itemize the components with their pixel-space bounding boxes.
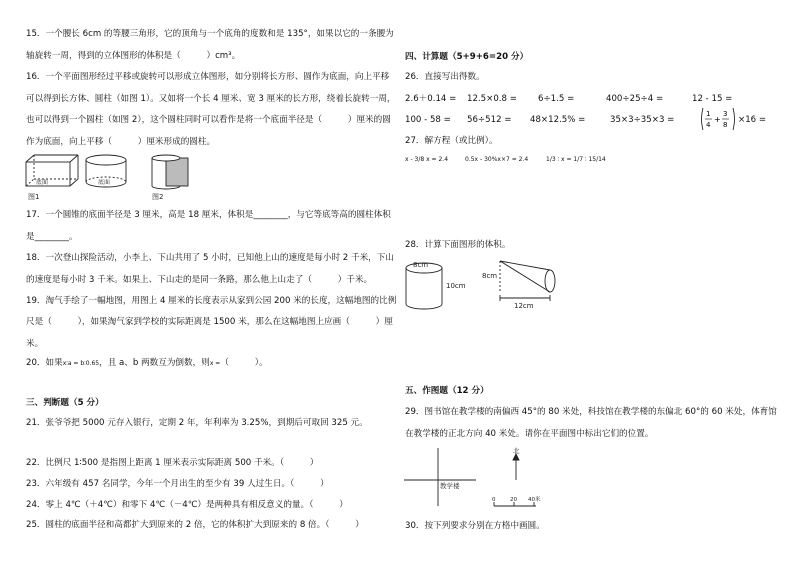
q29-line2: 在教学楼的正北方向 40 米处。请你在平面图中标出它们的位置。 — [405, 429, 654, 439]
q29-line1: 29．图书馆在教学楼的南偏西 45°的 80 米处，科技馆在教学楼的东偏北 60°的 60 米处，体育馆 — [405, 407, 777, 417]
north-label: 北 — [513, 447, 520, 455]
q21: 21．张爷爷把 5000 元存入银行，定期 2 年，年利率为 3.25%，到期后可取回 325 元。 — [26, 418, 368, 428]
q22: 22．比例尺 1∶500 是指图上距离 1 厘米表示实际距离 500 千米。（ ） — [26, 458, 319, 468]
scale-20: 20 — [510, 497, 517, 503]
q20 — [26, 359, 268, 368]
frac-a-den: 4 — [706, 121, 711, 129]
calc-1-5: 12 - 15 = — [692, 94, 733, 104]
q26: 26．直接写出得数。 — [405, 72, 485, 82]
q23: 23．六年级有 457 名同学，今年一个月出生的至少有 39 人过生日。（ ） — [26, 479, 329, 489]
frac-b-den: 8 — [723, 121, 728, 129]
cylinder-top-label: 8cm — [413, 261, 429, 269]
q20-prefix: 20．如果 — [26, 358, 63, 368]
fig1-label-a: 底面 — [36, 179, 49, 186]
q16-line2: 可以得到长方体、圆柱（如图 1）。又如将一个长 4 厘米、宽 3 厘米的长方形，绕着长旋转一周， — [26, 94, 396, 104]
frac-b-num: 3 — [723, 110, 728, 118]
frac-plus: + — [714, 115, 721, 124]
calc-2-2: 56÷512 = — [467, 115, 512, 125]
q18-line2: 的速度是每小时 3 千米。如果上、下山走的是同一条路，那么他上山走了（ ）千米。 — [26, 275, 373, 285]
q28: 28．计算下面图形的体积。 — [405, 240, 511, 250]
q19-line2: 尺是（ ），如果淘气家到学校的实际距离是 1500 米，那么在这幅地图上应画（ ）厘 — [26, 317, 393, 327]
q16-line1: 16．一个平面图形经过平移或旋转可以形成立体图形，如分别将长方形、圆作为底面，向上平移 — [26, 72, 390, 82]
q17-line2: 是________。 — [26, 232, 78, 242]
q24: 24．零上 4℃（＋4℃）和零下 4℃（－4℃）是两种具有相反意义的量。（ ） — [26, 500, 348, 510]
scale-40: 40米 — [528, 497, 541, 503]
calc-2-4: 35×3÷35×3 = — [610, 115, 675, 125]
cone-height-label: 8cm — [482, 272, 498, 280]
rotation-figure — [152, 155, 188, 189]
calc-2-5-fraction — [700, 106, 740, 132]
calc-1-4: 400÷25÷4 = — [606, 94, 664, 104]
calc-2-1: 100 - 58 = — [405, 115, 451, 125]
q30: 30．按下列要求分别在方格中画圆。 — [405, 521, 545, 531]
q16-figures — [22, 152, 202, 202]
fig2-caption: 图2 — [152, 193, 164, 201]
fig1-label-b: 底面 — [98, 179, 111, 186]
section-3-title: 三、判断题（5 分） — [26, 398, 104, 408]
north-arrow-icon — [513, 454, 519, 480]
q20-formula: x∶a = b∶0.65 — [62, 360, 100, 367]
calc-1-3: 6÷1.5 = — [538, 94, 575, 104]
calc-1-2: 12.5×0.8 = — [467, 94, 517, 104]
q27: 27．解方程（或比例）。 — [405, 136, 498, 146]
q29-map — [400, 446, 560, 508]
q20-formula2: x = — [209, 360, 221, 367]
q17-line1: 17．一个圆锥的底面半径是 3 厘米，高是 18 厘米，体积是________，与它等底等高的圆柱体积 — [26, 210, 391, 220]
cylinder-shape — [406, 263, 442, 309]
cuboid-figure — [26, 155, 78, 186]
section-5-title: 五、作图题（12 分） — [405, 386, 489, 396]
q28-figures — [400, 258, 580, 316]
scale-0: 0 — [492, 497, 496, 503]
q15-line1: 15．一个腰长 6cm 的等腰三角形，它的顶角与一个底角的度数和是 135°，如果以它的一条腰为 — [26, 29, 394, 39]
map-center-label: 教学楼 — [440, 482, 460, 490]
q19-line3: 米。 — [26, 339, 44, 349]
q15-line2: 轴旋转一周，得到的立体图形的体积是（ ）cm³。 — [26, 51, 241, 61]
calc-2-5: ×16 = — [738, 115, 767, 125]
q18-line1: 18．一次登山探险活动，小李上、下山共用了 5 小时，已知他上山的速度是每小时 2 千米，下山 — [26, 253, 394, 263]
q16-line3: 也可以得到一个圆柱（如图 2），这个圆柱同时可以看作是将一个底面半径是（ ）厘米的圆 — [26, 115, 391, 125]
q16-line4: 作为底面，向上平移（ ）厘米形成的圆柱。 — [26, 137, 216, 147]
q20-middle: ，且 a、b 两数互为倒数，则 — [99, 358, 210, 368]
equation-1: x - 3/8 x = 2.4 — [405, 156, 449, 163]
q25: 25．圆柱的底面半径和高都扩大到原来的 2 倍，它的体积扩大到原来的 8 倍。（ ） — [26, 520, 364, 530]
equation-3: 1/3 ∶ x = 1/7 ∶ 15/14 — [546, 156, 606, 163]
calc-2-3: 48×12.5% = — [530, 115, 586, 125]
cylinder-height-label: 10cm — [446, 282, 466, 290]
cone-shape — [500, 261, 555, 301]
q19-line1: 19．淘气手绘了一幅地图，用图上 4 厘米的长度表示从家到公园 200 米的长度，这幅地图的比例 — [26, 296, 397, 306]
equation-2: 0.5x - 30%x×7 = 2.4 — [465, 156, 529, 163]
section-4-title: 四、计算题（5+9+6=20 分） — [405, 52, 529, 62]
calc-1-1: 2.6＋0.14 = — [405, 94, 457, 104]
q20-suffix: （ ）。 — [220, 358, 268, 368]
cone-diameter-label: 12cm — [514, 302, 534, 310]
fig1-caption: 图1 — [28, 193, 40, 201]
frac-a-num: 1 — [706, 110, 711, 118]
